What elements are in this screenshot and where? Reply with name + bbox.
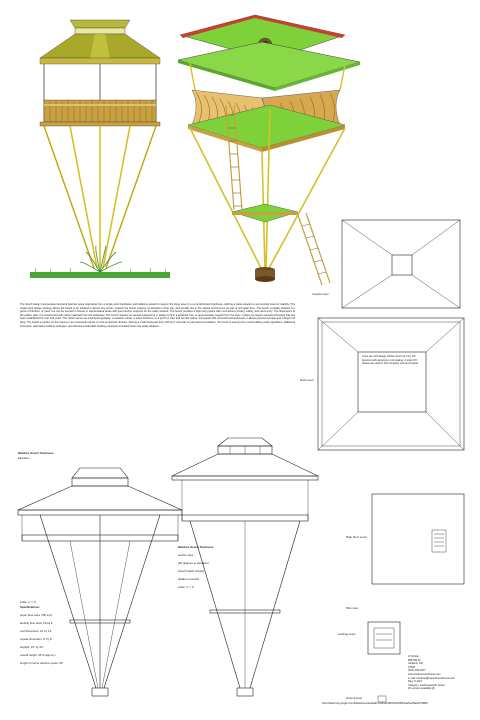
credits-url-link[interactable]: http://sketchup.google.com/3dwarehouse/details?mid=a218f7022e563b5a20ce8fae0676f8bf bbox=[322, 702, 428, 705]
cupola-level-label: Cupola Level bbox=[312, 292, 329, 296]
description-text: The hooch design incorporates structural bamboo poles originating from a single point foundation and radiating upward to support the living area. It is a pre-fabricated treehouse, utilizing a cable network to surrounding trees for stability. This single point design strategy allows the hooch to be situated in almost any terrain. Indeed, the hooch requires no alteration of the site, and actually lies in the natural environment as part of rich apart from. The hooch is ideally situated in a grove of bamboo, or trees, but can be erected in forests or bamboo/area areas with good anchor supports for the cable network. The hooch provides a high living space with commitment privacy, safety, view and luxury. The dimensions fit the golden ratio. It is constructed with native materials from the landscape. The hooch requires no special engineering or design to fit in a particular tree, or approximately support from the trees. It does not require special technology that has been established for over 100 years. The hooch serves as a backyard getaway, a vacation retreat, a spare bedroom, or a perch to view and be with nature. Compared with conventional treehouses, it allows ground coverage and a large roof tiling. The hooch is perfect for the tropics or as a seasonal retreat in more temperate climates. Storing a small treehouse from 150 sq ft, and with no permanent foundation, the hooch is exempt from most building code regulations. Additional innovative, alternative building strategies, and ultimate sustainable building envelopes included herein are easily adapted. bbox=[20, 303, 295, 328]
ground-level-label: Ground level bbox=[346, 696, 362, 700]
credit-line: 97520 bbox=[408, 665, 416, 669]
elevation-title: Bamboo Hooch Treehouse bbox=[18, 451, 54, 455]
main-floor-label: Main Floor Level bbox=[346, 535, 367, 539]
roof-note: Cone top roof design utilizes 4x4 ft sq ft by 1/2" plywood with aluminum roof coating. A total of 8 sheets are used in this complete roof and cupola. bbox=[362, 355, 419, 366]
credit-line: e-mail: bamboo@tropical-treehouse.com bbox=[408, 676, 455, 680]
section-line: section view bbox=[178, 553, 194, 557]
plan-view-label: Plan view bbox=[346, 606, 358, 610]
section-line: (ladder removed) bbox=[178, 577, 200, 581]
credit-line: Category: treehouse/pole house bbox=[408, 683, 445, 687]
spec-line: roof dimension: 14' by 14' bbox=[20, 629, 52, 633]
credits-block bbox=[408, 655, 478, 691]
credit-line: Al Schein bbox=[408, 655, 419, 658]
elevation-subtitle: Elevation bbox=[18, 456, 30, 460]
spec-line: landing floor area: 18 sq ft bbox=[20, 621, 53, 625]
credit-line: Reg. # 1101 bbox=[408, 680, 422, 684]
specs-heading: Specifications: bbox=[20, 605, 40, 609]
spec-line: length of corner bamboo poles: 25' bbox=[20, 661, 63, 665]
section-line: (hooch hatch closed) bbox=[178, 569, 204, 573]
spec-line: cupola dimension: 8' by 8' bbox=[20, 637, 53, 641]
section-title: Bamboo Hooch Treehouse bbox=[178, 545, 214, 549]
spec-line: overall height: 35 ft (approx.) bbox=[20, 653, 56, 657]
section-line: scale: 1" = 3' bbox=[178, 585, 194, 589]
spec-line: skylight: 24" by 24" bbox=[20, 645, 44, 649]
elevation-scale: scale: 1" = 3' bbox=[20, 600, 36, 604]
credit-line: 3D version available @ bbox=[408, 687, 435, 691]
roof-level-label: Roof Level bbox=[300, 378, 314, 382]
landing-level-label: Landing Level bbox=[338, 632, 356, 636]
spec-line: upper floor area: 150 sq ft bbox=[20, 613, 53, 617]
credit-line: (541) 482-6377 bbox=[408, 669, 426, 673]
credit-line: 885 SW St. bbox=[408, 658, 422, 662]
credit-line: Ashland, OR bbox=[408, 662, 423, 666]
credit-line: www.tropical-treehouse.com bbox=[408, 672, 441, 676]
section-line: (90 degrees to elevation) bbox=[178, 561, 209, 565]
